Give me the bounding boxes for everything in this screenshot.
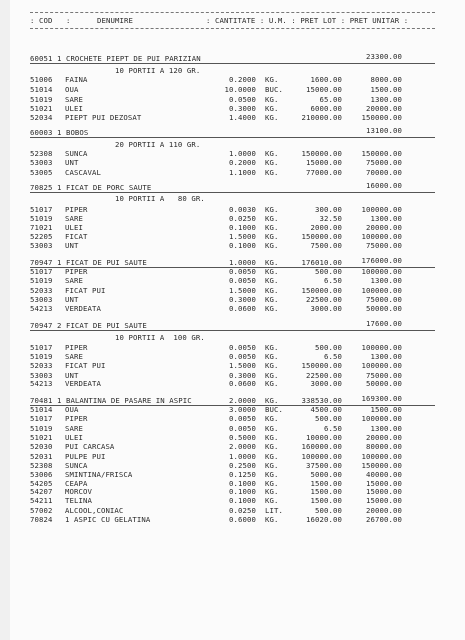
ingredient-unit: KG.: [265, 433, 279, 442]
ingredient-quantity: 0.1000: [229, 487, 256, 496]
ingredient-quantity: 0.1000: [229, 479, 256, 488]
ingredient-unit: KG.: [265, 113, 279, 122]
ingredient-code: 51006: [30, 75, 53, 84]
ingredient-name: PUI CARCASA: [65, 442, 115, 451]
recipe-title: 60051 1 CROCHETE PIEPT DE PUI PARIZIAN: [30, 54, 201, 63]
ingredient-quantity: 0.3000: [229, 104, 256, 113]
ingredient-quantity: 0.2000: [229, 75, 256, 84]
ingredient-unit: KG.: [265, 304, 279, 313]
ingredient-name: CASCAVAL: [65, 168, 101, 177]
ingredient-name: UNT: [65, 295, 79, 304]
ingredient-unit-price: 20000.00: [366, 433, 402, 442]
ingredient-quantity: 0.0250: [229, 214, 256, 223]
ingredient-unit: KG.: [265, 361, 279, 370]
ingredient-code: 51017: [30, 267, 53, 276]
ingredient-code: 52030: [30, 442, 53, 451]
ingredient-unit-price: 150000.00: [361, 149, 402, 158]
header-columns: : CANTITATE : U.M. : PRET LOT : PRET UNITAR :: [206, 16, 409, 25]
ingredient-code: 52308: [30, 149, 53, 158]
ingredient-unit-price: 100000.00: [361, 414, 402, 423]
ingredient-unit: KG.: [265, 267, 279, 276]
ingredient-code: 51019: [30, 214, 53, 223]
ingredient-lot-price: 6000.00: [310, 104, 342, 113]
ingredient-name: PIPER: [65, 267, 88, 276]
ingredient-quantity: 1.5000: [229, 286, 256, 295]
ingredient-name: SARE: [65, 352, 83, 361]
ingredient-unit: KG.: [265, 371, 279, 380]
recipe-unit-price: 16000.00: [366, 181, 402, 190]
ingredient-code: 52033: [30, 286, 53, 295]
ingredient-code: 52308: [30, 461, 53, 470]
ingredient-unit-price: 70000.00: [366, 168, 402, 177]
ingredient-code: 57002: [30, 506, 53, 515]
recipe-title: 70825 1 FICAT DE PORC SAUTE: [30, 183, 152, 192]
ingredient-unit: BUC.: [265, 85, 283, 94]
ingredient-unit-price: 15000.00: [366, 479, 402, 488]
ingredient-quantity: 0.0050: [229, 352, 256, 361]
recipe-title: 70947 1 FICAT DE PUI SAUTE: [30, 258, 147, 267]
ingredient-code: 51017: [30, 343, 53, 352]
ingredient-unit-price: 1500.00: [370, 405, 402, 414]
ingredient-unit-price: 75000.00: [366, 371, 402, 380]
ingredient-unit-price: 20000.00: [366, 506, 402, 515]
ingredient-name: SUNCA: [65, 461, 88, 470]
ingredient-unit: KG.: [265, 95, 279, 104]
ingredient-unit-price: 8000.00: [370, 75, 402, 84]
ingredient-name: MORCOV: [65, 487, 92, 496]
ingredient-lot-price: 6.50: [324, 424, 342, 433]
ingredient-quantity: 0.0250: [229, 506, 256, 515]
ingredient-name: VERDEATA: [65, 304, 101, 313]
ingredient-lot-price: 150000.00: [301, 361, 342, 370]
ingredient-unit: KG.: [265, 452, 279, 461]
ingredient-lot-price: 15000.00: [306, 85, 342, 94]
ingredient-name: OUA: [65, 85, 79, 94]
ingredient-quantity: 0.6000: [229, 515, 256, 524]
ingredient-lot-price: 300.00: [315, 205, 342, 214]
recipe-unit: KG.: [265, 396, 279, 405]
ingredient-unit: KG.: [265, 168, 279, 177]
ingredient-unit: KG.: [265, 352, 279, 361]
ingredient-lot-price: 500.00: [315, 343, 342, 352]
ingredient-code: 53006: [30, 470, 53, 479]
ingredient-code: 51019: [30, 424, 53, 433]
ingredient-quantity: 10.0000: [224, 85, 256, 94]
ingredient-lot-price: 7500.00: [310, 241, 342, 250]
ingredient-unit-price: 100000.00: [361, 205, 402, 214]
ingredient-name: UNT: [65, 241, 79, 250]
ingredient-unit: BUC.: [265, 405, 283, 414]
ingredient-name: SARE: [65, 276, 83, 285]
ingredient-unit: KG.: [265, 424, 279, 433]
ingredient-quantity: 0.0600: [229, 304, 256, 313]
ingredient-unit-price: 15000.00: [366, 496, 402, 505]
ingredient-lot-price: 150000.00: [301, 149, 342, 158]
ingredient-lot-price: 32.50: [319, 214, 342, 223]
ingredient-unit-price: 75000.00: [366, 295, 402, 304]
ingredient-quantity: 1.5000: [229, 361, 256, 370]
ingredient-code: 54205: [30, 479, 53, 488]
ingredient-unit-price: 15000.00: [366, 487, 402, 496]
recipe-unit: KG.: [265, 258, 279, 267]
ingredient-quantity: 0.0050: [229, 343, 256, 352]
ingredient-name: UNT: [65, 371, 79, 380]
ingredient-code: 54211: [30, 496, 53, 505]
ingredient-code: 51021: [30, 433, 53, 442]
header-top-rule: [30, 12, 435, 13]
ingredient-code: 53005: [30, 168, 53, 177]
ingredient-name: OUA: [65, 405, 79, 414]
ingredient-lot-price: 6.50: [324, 352, 342, 361]
ingredient-quantity: 1.1000: [229, 168, 256, 177]
ingredient-unit-price: 20000.00: [366, 223, 402, 232]
ingredient-unit-price: 1300.00: [370, 352, 402, 361]
recipe-title: 70481 1 BALANTINA DE PASARE IN ASPIC: [30, 396, 192, 405]
ingredient-lot-price: 65.00: [319, 95, 342, 104]
ingredient-quantity: 0.0600: [229, 379, 256, 388]
ingredient-unit-price: 75000.00: [366, 158, 402, 167]
ingredient-name: PIEPT PUI DEZOSAT: [65, 113, 142, 122]
ingredient-unit: KG.: [265, 343, 279, 352]
ingredient-code: 51017: [30, 414, 53, 423]
recipe-quantity: 2.0000: [229, 396, 256, 405]
ingredient-code: 54213: [30, 304, 53, 313]
page-margin: [0, 0, 10, 640]
ingredient-unit: KG.: [265, 379, 279, 388]
ingredient-quantity: 0.0050: [229, 424, 256, 433]
ingredient-lot-price: 1500.00: [310, 496, 342, 505]
ingredient-lot-price: 37500.00: [306, 461, 342, 470]
ingredient-code: 71021: [30, 223, 53, 232]
ingredient-unit: KG.: [265, 470, 279, 479]
ingredient-quantity: 0.5000: [229, 433, 256, 442]
ingredient-name: UNT: [65, 158, 79, 167]
ingredient-name: FICAT PUI: [65, 361, 106, 370]
ingredient-quantity: 0.0500: [229, 95, 256, 104]
ingredient-lot-price: 100000.00: [301, 452, 342, 461]
ingredient-unit-price: 100000.00: [361, 267, 402, 276]
ingredient-unit: KG.: [265, 276, 279, 285]
ingredient-unit-price: 100000.00: [361, 286, 402, 295]
ingredient-name: PIPER: [65, 343, 88, 352]
ingredient-name: 1 ASPIC CU GELATINA: [65, 515, 151, 524]
ingredient-name: CEAPA: [65, 479, 88, 488]
ingredient-lot-price: 15000.00: [306, 158, 342, 167]
ingredient-lot-price: 5000.00: [310, 470, 342, 479]
recipe-unit-price: 169300.00: [361, 394, 402, 403]
ingredient-name: VERDEATA: [65, 379, 101, 388]
ingredient-quantity: 0.0030: [229, 205, 256, 214]
ingredient-unit-price: 100000.00: [361, 452, 402, 461]
recipe-unit-price: 13100.00: [366, 126, 402, 135]
ingredient-code: 52033: [30, 361, 53, 370]
ingredient-code: 51017: [30, 205, 53, 214]
ingredient-lot-price: 150000.00: [301, 286, 342, 295]
ingredient-lot-price: 3000.00: [310, 379, 342, 388]
ingredient-name: ULEI: [65, 104, 83, 113]
ingredient-code: 70824: [30, 515, 53, 524]
ingredient-unit: KG.: [265, 286, 279, 295]
ingredient-unit: KG.: [265, 241, 279, 250]
ingredient-unit-price: 150000.00: [361, 113, 402, 122]
ingredient-quantity: 1.0000: [229, 452, 256, 461]
ingredient-unit: KG.: [265, 496, 279, 505]
ingredient-unit-price: 1300.00: [370, 276, 402, 285]
ingredient-unit-price: 150000.00: [361, 461, 402, 470]
ingredient-lot-price: 500.00: [315, 267, 342, 276]
ingredient-code: 51014: [30, 405, 53, 414]
recipe-title: 70947 2 FICAT DE PUI SAUTE: [30, 321, 147, 330]
ingredient-code: 53003: [30, 295, 53, 304]
ingredient-lot-price: 16020.00: [306, 515, 342, 524]
ingredient-unit-price: 50000.00: [366, 379, 402, 388]
ingredient-name: FICAT PUI: [65, 286, 106, 295]
header-bottom-rule: [30, 28, 435, 29]
ingredient-quantity: 1.4000: [229, 113, 256, 122]
ingredient-unit: KG.: [265, 75, 279, 84]
ingredient-quantity: 0.1000: [229, 223, 256, 232]
ingredient-unit-price: 20000.00: [366, 104, 402, 113]
ingredient-quantity: 2.0000: [229, 442, 256, 451]
ingredient-unit-price: 26700.00: [366, 515, 402, 524]
ingredient-unit-price: 1300.00: [370, 424, 402, 433]
ingredient-name: FICAT: [65, 232, 88, 241]
ingredient-quantity: 0.0050: [229, 267, 256, 276]
recipe-portions: 10 PORTII A 100 GR.: [115, 333, 205, 342]
recipe-quantity: 1.0000: [229, 258, 256, 267]
ingredient-unit: KG.: [265, 515, 279, 524]
ingredient-lot-price: 10000.00: [306, 433, 342, 442]
ingredient-name: ULEI: [65, 433, 83, 442]
ingredient-quantity: 0.1000: [229, 496, 256, 505]
recipe-portions: 10 PORTII A 120 GR.: [115, 66, 201, 75]
ingredient-name: SARE: [65, 214, 83, 223]
ingredient-name: PIPER: [65, 414, 88, 423]
ingredient-name: ALCOOL,CONIAC: [65, 506, 124, 515]
ingredient-name: SUNCA: [65, 149, 88, 158]
ingredient-code: 52031: [30, 452, 53, 461]
ingredient-name: SMINTINA/FRISCA: [65, 470, 133, 479]
recipe-title-rule: [30, 330, 435, 331]
recipe-unit-price: 17600.00: [366, 319, 402, 328]
ingredient-unit: KG.: [265, 442, 279, 451]
ingredient-unit: KG.: [265, 487, 279, 496]
ingredient-unit-price: 75000.00: [366, 241, 402, 250]
ingredient-quantity: 3.0000: [229, 405, 256, 414]
ingredient-code: 51019: [30, 276, 53, 285]
recipe-portions: 20 PORTII A 110 GR.: [115, 140, 201, 149]
ingredient-lot-price: 1500.00: [310, 479, 342, 488]
ingredient-quantity: 0.1250: [229, 470, 256, 479]
header-denumire: DENUMIRE: [97, 16, 133, 25]
ingredient-unit: KG.: [265, 223, 279, 232]
recipe-unit-price: 23300.00: [366, 52, 402, 61]
ingredient-unit: KG.: [265, 104, 279, 113]
ingredient-code: 52205: [30, 232, 53, 241]
ingredient-unit: KG.: [265, 205, 279, 214]
ingredient-code: 53003: [30, 371, 53, 380]
ingredient-lot-price: 210000.00: [301, 113, 342, 122]
ingredient-quantity: 0.3000: [229, 371, 256, 380]
ingredient-code: 51021: [30, 104, 53, 113]
ingredient-code: 52034: [30, 113, 53, 122]
ingredient-name: PULPE PUI: [65, 452, 106, 461]
recipe-title-rule: [30, 63, 435, 64]
ingredient-code: 54213: [30, 379, 53, 388]
ingredient-code: 54207: [30, 487, 53, 496]
ingredient-name: TELINA: [65, 496, 92, 505]
recipe-lot-price: 338530.00: [301, 396, 342, 405]
ingredient-unit: KG.: [265, 158, 279, 167]
ingredient-lot-price: 3000.00: [310, 304, 342, 313]
ingredient-lot-price: 500.00: [315, 414, 342, 423]
ingredient-unit: LIT.: [265, 506, 283, 515]
ingredient-unit-price: 100000.00: [361, 343, 402, 352]
recipe-title-rule: [30, 137, 435, 138]
ingredient-code: 53003: [30, 241, 53, 250]
ingredient-lot-price: 2000.00: [310, 223, 342, 232]
ingredient-lot-price: 4500.00: [310, 405, 342, 414]
ingredient-code: 51019: [30, 95, 53, 104]
ingredient-unit: KG.: [265, 461, 279, 470]
ingredient-unit: KG.: [265, 149, 279, 158]
ingredient-quantity: 1.5000: [229, 232, 256, 241]
ingredient-lot-price: 1500.00: [310, 487, 342, 496]
ingredient-quantity: 0.0050: [229, 276, 256, 285]
ingredient-lot-price: 150000.00: [301, 232, 342, 241]
ingredient-unit: KG.: [265, 479, 279, 488]
ingredient-name: ULEI: [65, 223, 83, 232]
ingredient-quantity: 0.1000: [229, 241, 256, 250]
recipe-portions: 10 PORTII A 80 GR.: [115, 194, 205, 203]
ingredient-unit-price: 50000.00: [366, 304, 402, 313]
ingredient-unit: KG.: [265, 295, 279, 304]
ingredient-code: 51019: [30, 352, 53, 361]
ingredient-lot-price: 500.00: [315, 506, 342, 515]
ingredient-quantity: 0.2000: [229, 158, 256, 167]
ingredient-unit-price: 1300.00: [370, 95, 402, 104]
ingredient-lot-price: 22500.00: [306, 295, 342, 304]
ingredient-unit-price: 1300.00: [370, 214, 402, 223]
recipe-title-rule: [30, 192, 435, 193]
ingredient-quantity: 0.2500: [229, 461, 256, 470]
ingredient-unit-price: 100000.00: [361, 361, 402, 370]
header-cod: : COD :: [30, 16, 71, 25]
ingredient-unit-price: 80000.00: [366, 442, 402, 451]
ingredient-name: PIPER: [65, 205, 88, 214]
ingredient-lot-price: 22500.00: [306, 371, 342, 380]
ingredient-name: FAINA: [65, 75, 88, 84]
ingredient-quantity: 0.0050: [229, 414, 256, 423]
ingredient-lot-price: 77000.00: [306, 168, 342, 177]
ingredient-lot-price: 6.50: [324, 276, 342, 285]
ingredient-lot-price: 160000.00: [301, 442, 342, 451]
ingredient-quantity: 1.0000: [229, 149, 256, 158]
ingredient-quantity: 0.3000: [229, 295, 256, 304]
ingredient-lot-price: 1600.00: [310, 75, 342, 84]
recipe-unit-price: 176000.00: [361, 256, 402, 265]
ingredient-unit: KG.: [265, 214, 279, 223]
ingredient-unit: KG.: [265, 232, 279, 241]
ingredient-name: SARE: [65, 424, 83, 433]
ingredient-unit-price: 1500.00: [370, 85, 402, 94]
ingredient-unit: KG.: [265, 414, 279, 423]
ingredient-unit-price: 40000.00: [366, 470, 402, 479]
ingredient-unit-price: 100000.00: [361, 232, 402, 241]
ingredient-code: 53003: [30, 158, 53, 167]
ingredient-name: SARE: [65, 95, 83, 104]
recipe-title: 60003 1 BOBOS: [30, 128, 89, 137]
ingredient-code: 51014: [30, 85, 53, 94]
recipe-lot-price: 176010.00: [301, 258, 342, 267]
